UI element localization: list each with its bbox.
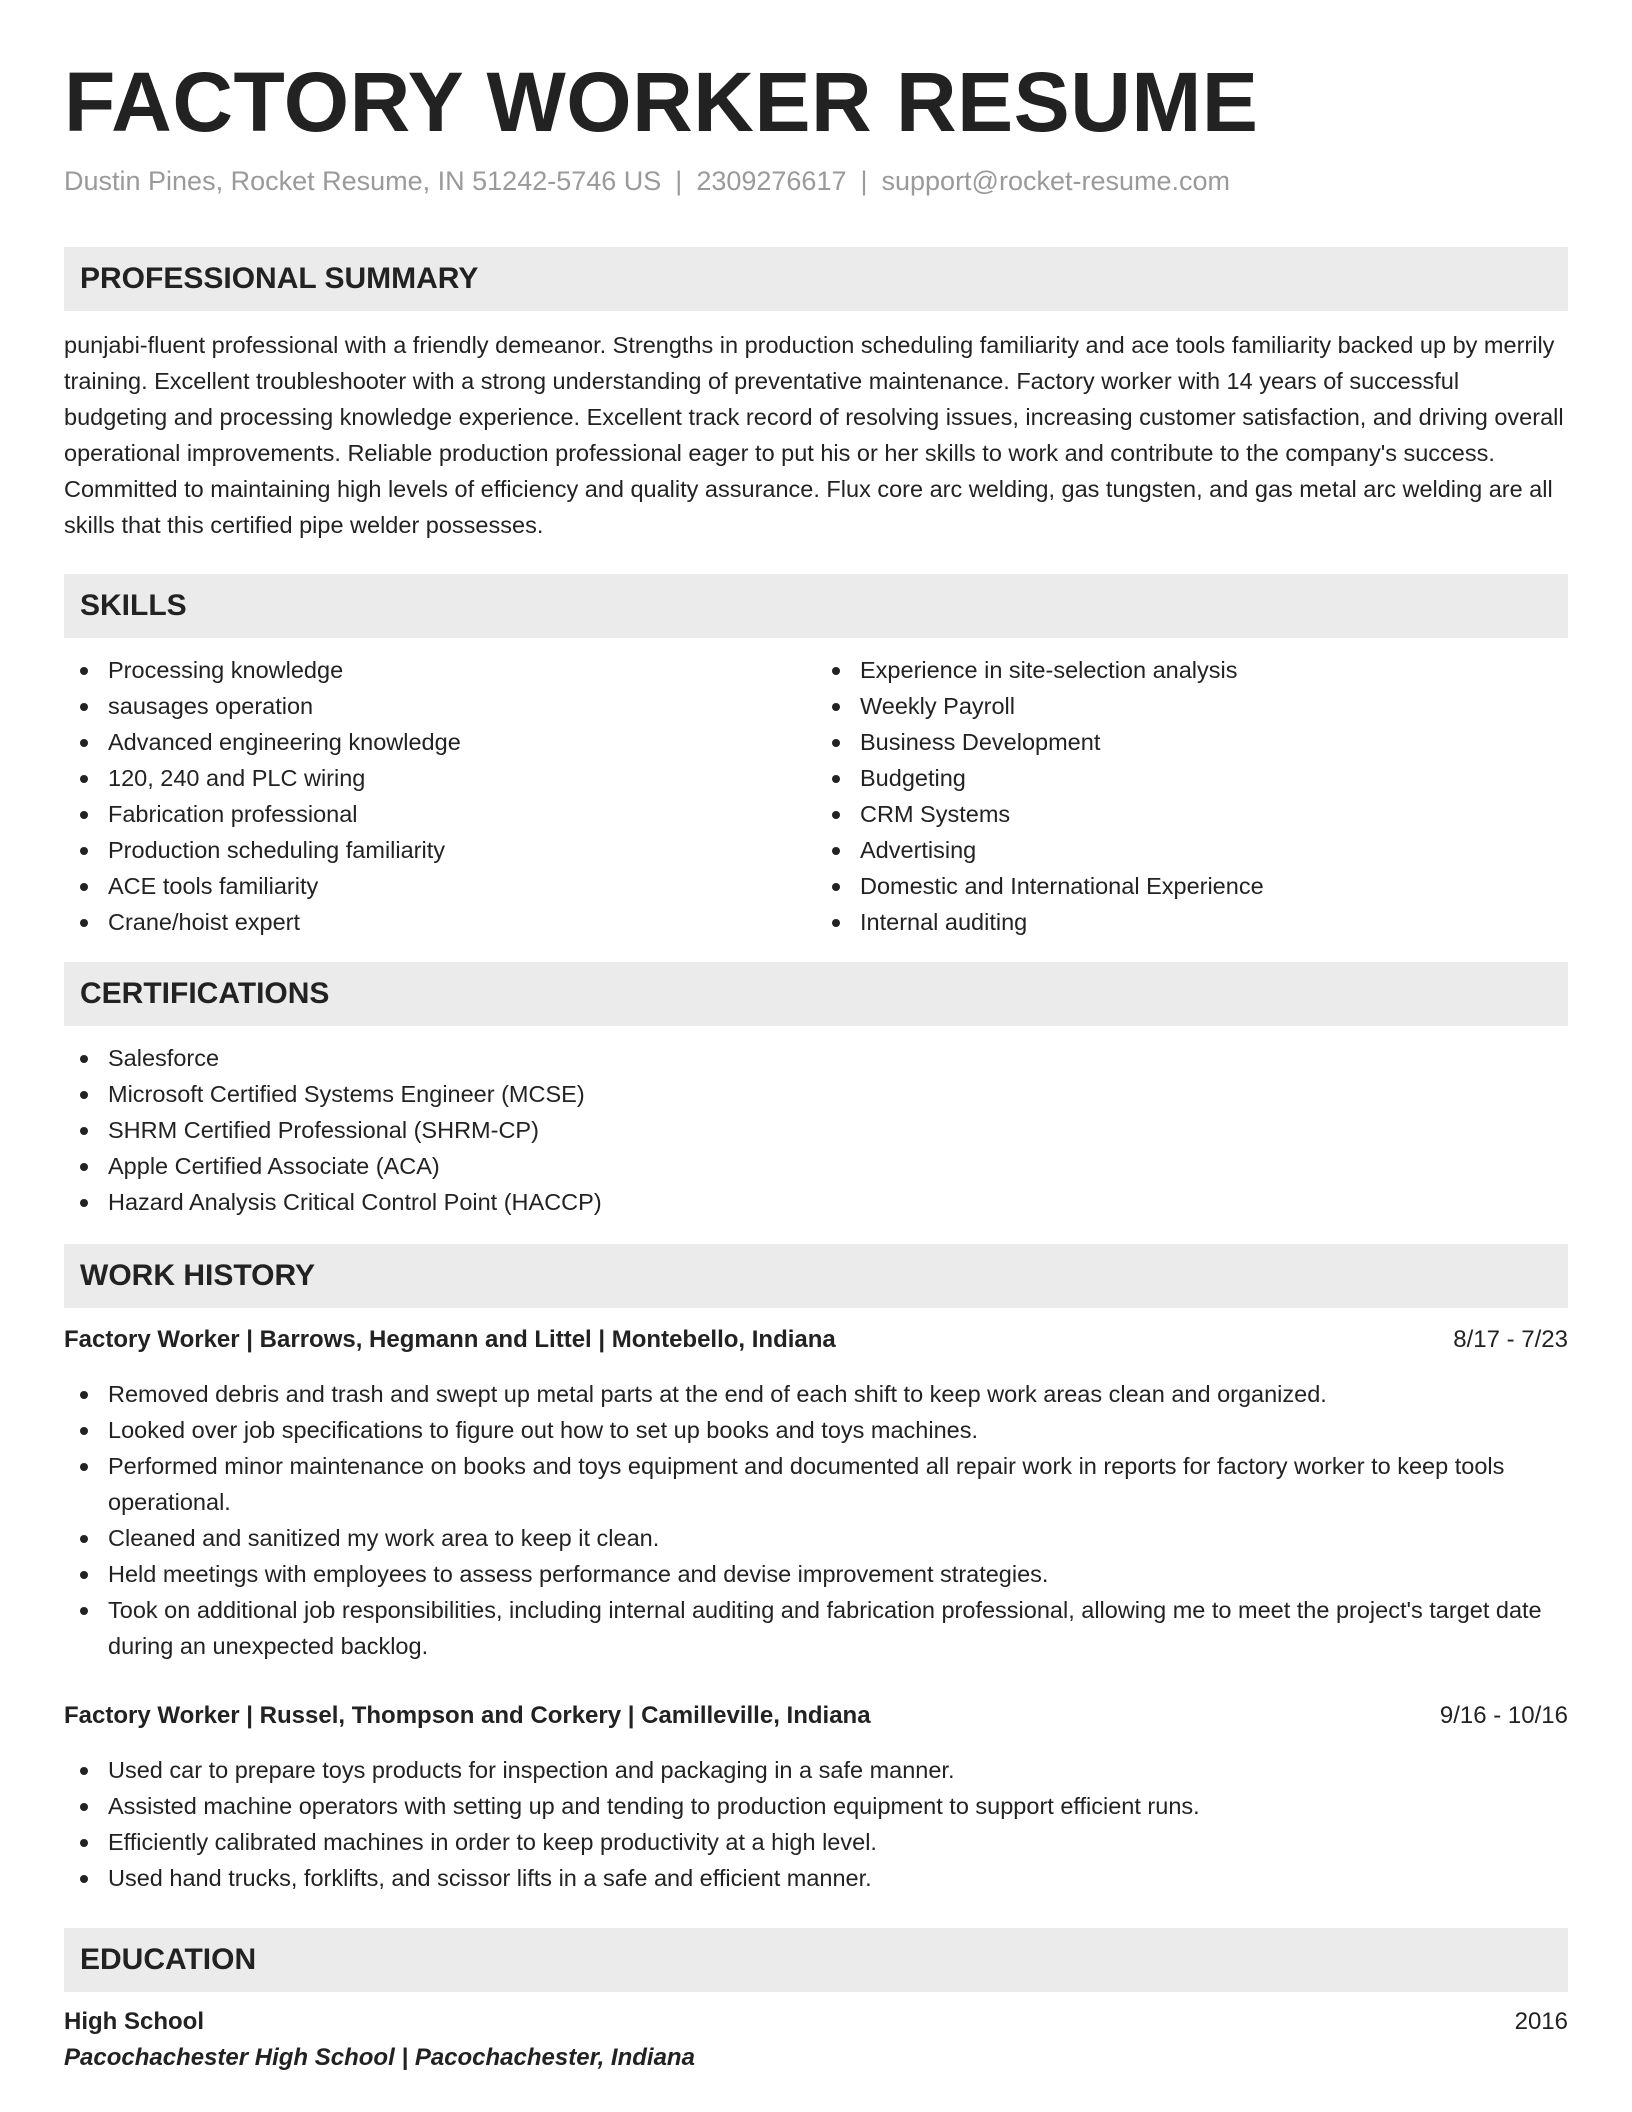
skill-item: Advanced engineering knowledge — [64, 724, 816, 760]
skills-list-right — [816, 652, 1568, 940]
job-bullet: Efficiently calibrated machines in order to keep productivity at a high level. — [64, 1824, 1568, 1860]
skill-item: 120, 240 and PLC wiring — [64, 760, 816, 796]
contact-address: Dustin Pines, Rocket Resume, IN 51242-5746 US — [64, 166, 662, 197]
section-heading-summary: PROFESSIONAL SUMMARY — [64, 247, 1568, 311]
section-heading-certifications: CERTIFICATIONS — [64, 962, 1568, 1026]
education-header — [64, 2004, 1568, 2040]
skill-item: CRM Systems — [816, 796, 1568, 832]
job-header — [64, 1698, 1568, 1734]
job-entry — [64, 1322, 1568, 1664]
job-title: Factory Worker | Russel, Thompson and Corkery | Camilleville, Indiana — [64, 1702, 871, 1730]
section-heading-work-history: WORK HISTORY — [64, 1244, 1568, 1308]
contact-line — [64, 166, 1568, 197]
skill-item: Budgeting — [816, 760, 1568, 796]
contact-separator: | — [860, 166, 868, 197]
contact-phone: 2309276617 — [696, 166, 847, 197]
skill-item: sausages operation — [64, 688, 816, 724]
job-bullets — [64, 1752, 1568, 1896]
summary-text: punjabi-fluent professional with a friendly demeanor. Strengths in production scheduling familiarity and ace tools familiarity backed up by merrily training. Excellent troubleshooter with a strong understanding of preventative maintenance. Factory worker with 14 years of successful budgeting and processing knowledge experience. Excellent track record of resolving issues, increasing customer satisfaction, and driving overall operational improvements. Reliable production professional eager to put his or her skills to work and contribute to the company's success. Committed to maintaining high levels of efficiency and quality assurance. Flux core arc welding, gas tungsten, and gas metal arc welding are all skills that this certified pipe welder possesses. — [64, 332, 1564, 539]
skill-item: Fabrication professional — [64, 796, 816, 832]
certification-item: SHRM Certified Professional (SHRM-CP) — [64, 1112, 1568, 1148]
education-degree: High School — [64, 2008, 204, 2036]
contact-email: support@rocket-resume.com — [881, 166, 1231, 197]
skill-item: Processing knowledge — [64, 652, 816, 688]
section-heading-education: EDUCATION — [64, 1928, 1568, 1992]
job-bullet: Used car to prepare toys products for inspection and packaging in a safe manner. — [64, 1752, 1568, 1788]
job-entry — [64, 1698, 1568, 1896]
job-bullet: Assisted machine operators with setting up and tending to production equipment to support efficient runs. — [64, 1788, 1568, 1824]
education-year: 2016 — [1514, 2008, 1568, 2036]
job-bullet: Cleaned and sanitized my work area to keep it clean. — [64, 1520, 1568, 1556]
job-bullet: Held meetings with employees to assess performance and devise improvement strategies. — [64, 1556, 1568, 1592]
skill-item: ACE tools familiarity — [64, 868, 816, 904]
certification-item: Hazard Analysis Critical Control Point (HACCP) — [64, 1184, 1568, 1220]
job-dates: 9/16 - 10/16 — [1439, 1702, 1568, 1730]
skill-item: Business Development — [816, 724, 1568, 760]
skill-item: Advertising — [816, 832, 1568, 868]
skill-item: Domestic and International Experience — [816, 868, 1568, 904]
skills-list-left — [64, 652, 816, 940]
job-bullet: Used hand trucks, forklifts, and scissor lifts in a safe and efficient manner. — [64, 1860, 1568, 1896]
job-bullets — [64, 1376, 1568, 1664]
education-entry — [64, 2004, 1568, 2076]
skill-item: Internal auditing — [816, 904, 1568, 940]
certification-item: Apple Certified Associate (ACA) — [64, 1148, 1568, 1184]
certification-item: Salesforce — [64, 1040, 1568, 1076]
skill-item: Production scheduling familiarity — [64, 832, 816, 868]
education-school: Pacochachester High School | Pacochachester, Indiana — [64, 2044, 695, 2072]
skill-item: Crane/hoist expert — [64, 904, 816, 940]
job-bullet: Took on additional job responsibilities, including internal auditing and fabrication professional, allowing me to meet the project's target date during an unexpected backlog. — [64, 1592, 1568, 1664]
skill-item: Weekly Payroll — [816, 688, 1568, 724]
job-header — [64, 1322, 1568, 1358]
certifications-list — [64, 1040, 1568, 1220]
contact-separator: | — [675, 166, 683, 197]
job-dates: 8/17 - 7/23 — [1453, 1326, 1568, 1354]
job-bullet: Removed debris and trash and swept up metal parts at the end of each shift to keep work areas clean and organized. — [64, 1376, 1568, 1412]
certification-item: Microsoft Certified Systems Engineer (MCSE) — [64, 1076, 1568, 1112]
skills-grid — [64, 638, 1568, 940]
job-bullet: Performed minor maintenance on books and toys equipment and documented all repair work in reports for factory worker to keep tools operational. — [64, 1448, 1568, 1520]
resume-title: FACTORY WORKER RESUME — [64, 55, 1259, 149]
section-heading-skills: SKILLS — [64, 574, 1568, 638]
job-bullet: Looked over job specifications to figure out how to set up books and toys machines. — [64, 1412, 1568, 1448]
job-title: Factory Worker | Barrows, Hegmann and Littel | Montebello, Indiana — [64, 1326, 836, 1354]
skill-item: Experience in site-selection analysis — [816, 652, 1568, 688]
